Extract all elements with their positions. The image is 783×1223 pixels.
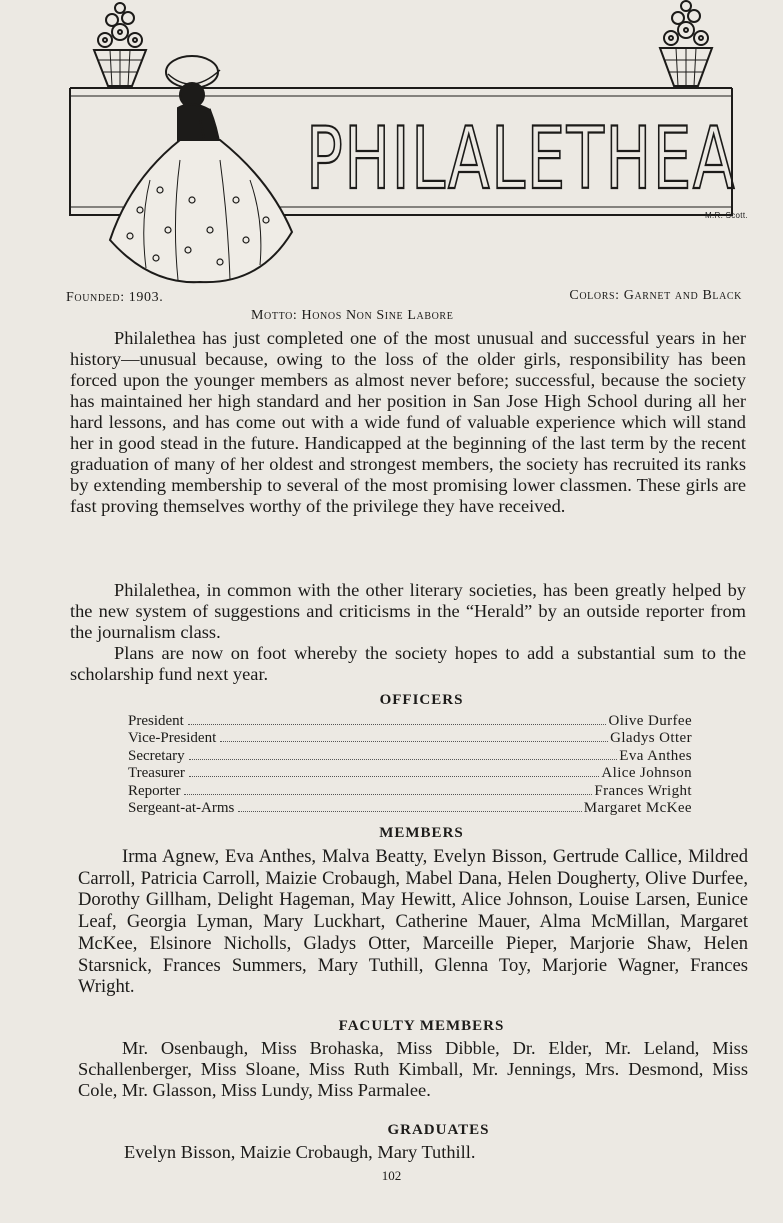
officer-row: [128, 713, 692, 730]
officer-row: [128, 800, 692, 817]
header-drawing: [60, 0, 750, 290]
officer-role: Sergeant-at-Arms: [128, 799, 235, 816]
officers-list: [128, 713, 692, 817]
colors-line: Colors: Garnet and Black: [569, 288, 742, 303]
leader-dots: [238, 811, 581, 812]
header-title: PHILALETHEA: [306, 109, 736, 209]
members-list: [78, 846, 748, 998]
officer-name: Eva Anthes: [619, 747, 692, 764]
officer-role: President: [128, 713, 184, 729]
leader-dots: [189, 776, 599, 777]
paragraph-3-text: Plans are now on foot whereby the society hopes to add a substantial sum to the scholarship fund next year.: [70, 643, 746, 684]
leader-dots: [184, 794, 592, 795]
officer-name: Alice Johnson: [601, 765, 692, 782]
officer-row: [128, 748, 692, 765]
officer-role: Secretary: [128, 747, 185, 764]
page-number: 102: [381, 1168, 402, 1183]
officer-row: [128, 730, 692, 747]
paragraph-1: [70, 328, 746, 517]
officer-row: [128, 783, 692, 800]
paragraph-2-text: Philalethea, in common with the other literary societies, has been greatly helped by the new system of suggestions and criticisms in the “Herald” by an outside reporter from the journalism class.: [70, 580, 746, 642]
paragraph-1-text: Philalethea has just completed one of the most unusual and successful years in her history—unusual because, owing to the loss of the older girls, responsibility has been forced upon the younger members as almost never before; successful, because the society has maintained her high standard and her position in San Jose High School during all her hard lessons, and has come out with a wide fund of valuable experience which will stand her in good stead in the future. Handicapped at the beginning of the last term by the recent graduation of many of her oldest and strongest members, the society has recruited its ranks by extending membership to several of the most promising lower classmen. These girls are fast proving themselves worthy of the privilege they have received.: [70, 328, 746, 516]
officer-row: [128, 765, 692, 782]
officer-name: Gladys Otter: [610, 730, 692, 747]
paragraph-3: [70, 643, 746, 685]
officer-role: Vice-President: [128, 730, 217, 747]
faculty-list: [78, 1038, 748, 1102]
officer-name: Margaret McKee: [583, 799, 692, 816]
graduates-list: Evelyn Bisson, Maizie Crobaugh, Mary Tuthill.: [124, 1142, 476, 1162]
officer-name: Frances Wright: [594, 782, 692, 799]
officer-name: Olive Durfee: [608, 713, 692, 729]
graduates-heading: GRADUATES: [387, 1122, 490, 1138]
paragraph-2: [70, 580, 746, 643]
motto-line: Motto: Honos Non Sine Labore: [251, 308, 454, 323]
members-heading: MEMBERS: [379, 825, 464, 841]
officer-role: Treasurer: [128, 765, 185, 782]
header-illustration: [60, 0, 750, 290]
founded-line: Founded: 1903.: [66, 290, 164, 305]
members-text: Irma Agnew, Eva Anthes, Malva Beatty, Evelyn Bisson, Gertrude Callice, Mildred Carroll, Patricia Carroll, Maizie Crobaugh, Mabel Dana, Helen Dougherty, Olive Durfee, Dorothy Gillham, Delight Hageman, May Hewitt, Alice Johnson, Louise Larsen, Eunice Leaf, Georgia Lyman, Mary Luckhart, Catherine Mauer, Alma McMillan, Margaret McKee, Elsinore Nicholls, Gladys Otter, Marceille Pieper, Marjorie Shaw, Helen Starsnick, Frances Summers, Mary Tuthill, Glenna Toy, Marjorie Wagner, Frances Wright.: [78, 846, 748, 998]
officer-role: Reporter: [128, 782, 181, 799]
faculty-text: Mr. Osenbaugh, Miss Brohaska, Miss Dibble, Dr. Elder, Mr. Leland, Miss Schallenberger, Miss Sloane, Miss Ruth Kimball, Mr. Jennings, Mrs. Desmond, Miss Cole, Mr. Glasson, Miss Lundy, Miss Parmalee.: [78, 1038, 748, 1101]
leader-dots: [188, 724, 607, 725]
leader-dots: [220, 741, 608, 742]
officers-heading: OFFICERS: [379, 692, 464, 708]
society-meta: [66, 288, 742, 328]
faculty-heading: FACULTY MEMBERS: [338, 1018, 505, 1034]
artist-signature: M.R. Scott.: [705, 211, 748, 220]
leader-dots: [189, 759, 618, 760]
